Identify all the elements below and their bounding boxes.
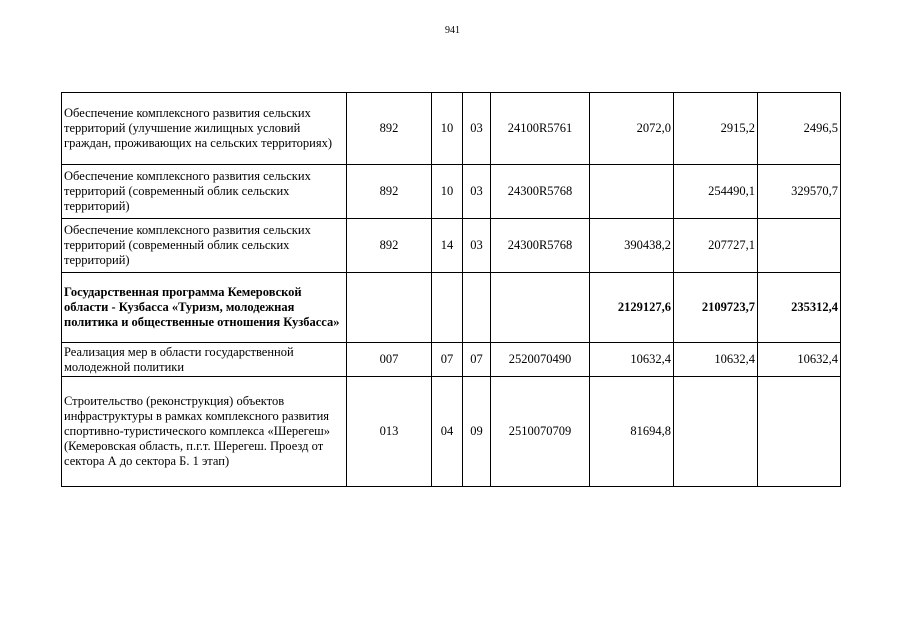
subsection-code-cell: 03 xyxy=(463,219,491,273)
program-name-cell: Обеспечение комплексного развития сельских территорий (современный облик сельских территорий) xyxy=(62,165,347,219)
subsection-code-cell xyxy=(463,273,491,343)
section-code-cell: 07 xyxy=(432,343,463,377)
subsection-code-cell: 07 xyxy=(463,343,491,377)
subsection-code-cell: 03 xyxy=(463,93,491,165)
amount-year3-cell: 329570,7 xyxy=(758,165,841,219)
amount-year3-cell: 10632,4 xyxy=(758,343,841,377)
amount-year2-cell: 2109723,7 xyxy=(674,273,758,343)
grbs-code-cell: 892 xyxy=(347,165,432,219)
amount-year2-cell xyxy=(674,377,758,487)
page-number: 941 xyxy=(445,25,460,36)
table-row xyxy=(62,377,841,487)
budget-table xyxy=(61,92,841,487)
amount-year1-cell: 81694,8 xyxy=(590,377,674,487)
section-code-cell: 10 xyxy=(432,165,463,219)
table-row xyxy=(62,273,841,343)
section-code-cell xyxy=(432,273,463,343)
target-article-cell: 2520070490 xyxy=(491,343,590,377)
amount-year2-cell: 10632,4 xyxy=(674,343,758,377)
grbs-code-cell xyxy=(347,273,432,343)
program-name-cell: Строительство (реконструкция) объектов инфраструктуры в рамках комплексного развития спортивно-туристического комплекса «Шерегеш» (Кемеровская область, п.г.т. Шерегеш. Проезд от сектора А до сектора Б. 1 этап) xyxy=(62,377,347,487)
table-row xyxy=(62,93,841,165)
grbs-code-cell: 892 xyxy=(347,93,432,165)
section-code-cell: 14 xyxy=(432,219,463,273)
amount-year1-cell xyxy=(590,165,674,219)
section-code-cell: 10 xyxy=(432,93,463,165)
subsection-code-cell: 03 xyxy=(463,165,491,219)
amount-year3-cell: 235312,4 xyxy=(758,273,841,343)
amount-year3-cell: 2496,5 xyxy=(758,93,841,165)
table-row xyxy=(62,219,841,273)
table-row xyxy=(62,165,841,219)
grbs-code-cell: 013 xyxy=(347,377,432,487)
amount-year2-cell: 207727,1 xyxy=(674,219,758,273)
program-name-cell: Реализация мер в области государственной молодежной политики xyxy=(62,343,347,377)
amount-year3-cell xyxy=(758,377,841,487)
amount-year1-cell: 390438,2 xyxy=(590,219,674,273)
subsection-code-cell: 09 xyxy=(463,377,491,487)
target-article-cell xyxy=(491,273,590,343)
amount-year1-cell: 2129127,6 xyxy=(590,273,674,343)
target-article-cell: 24300R5768 xyxy=(491,165,590,219)
section-code-cell: 04 xyxy=(432,377,463,487)
program-name-cell: Обеспечение комплексного развития сельских территорий (улучшение жилищных условий граждан, проживающих на сельских территориях) xyxy=(62,93,347,165)
grbs-code-cell: 892 xyxy=(347,219,432,273)
table-body xyxy=(62,93,841,487)
amount-year3-cell xyxy=(758,219,841,273)
grbs-code-cell: 007 xyxy=(347,343,432,377)
program-name-cell: Государственная программа Кемеровской области - Кузбасса «Туризм, молодежная политика и общественные отношения Кузбасса» xyxy=(62,273,347,343)
amount-year1-cell: 10632,4 xyxy=(590,343,674,377)
target-article-cell: 24100R5761 xyxy=(491,93,590,165)
amount-year2-cell: 254490,1 xyxy=(674,165,758,219)
program-name-cell: Обеспечение комплексного развития сельских территорий (современный облик сельских территорий) xyxy=(62,219,347,273)
amount-year2-cell: 2915,2 xyxy=(674,93,758,165)
target-article-cell: 24300R5768 xyxy=(491,219,590,273)
target-article-cell: 2510070709 xyxy=(491,377,590,487)
table-row xyxy=(62,343,841,377)
amount-year1-cell: 2072,0 xyxy=(590,93,674,165)
